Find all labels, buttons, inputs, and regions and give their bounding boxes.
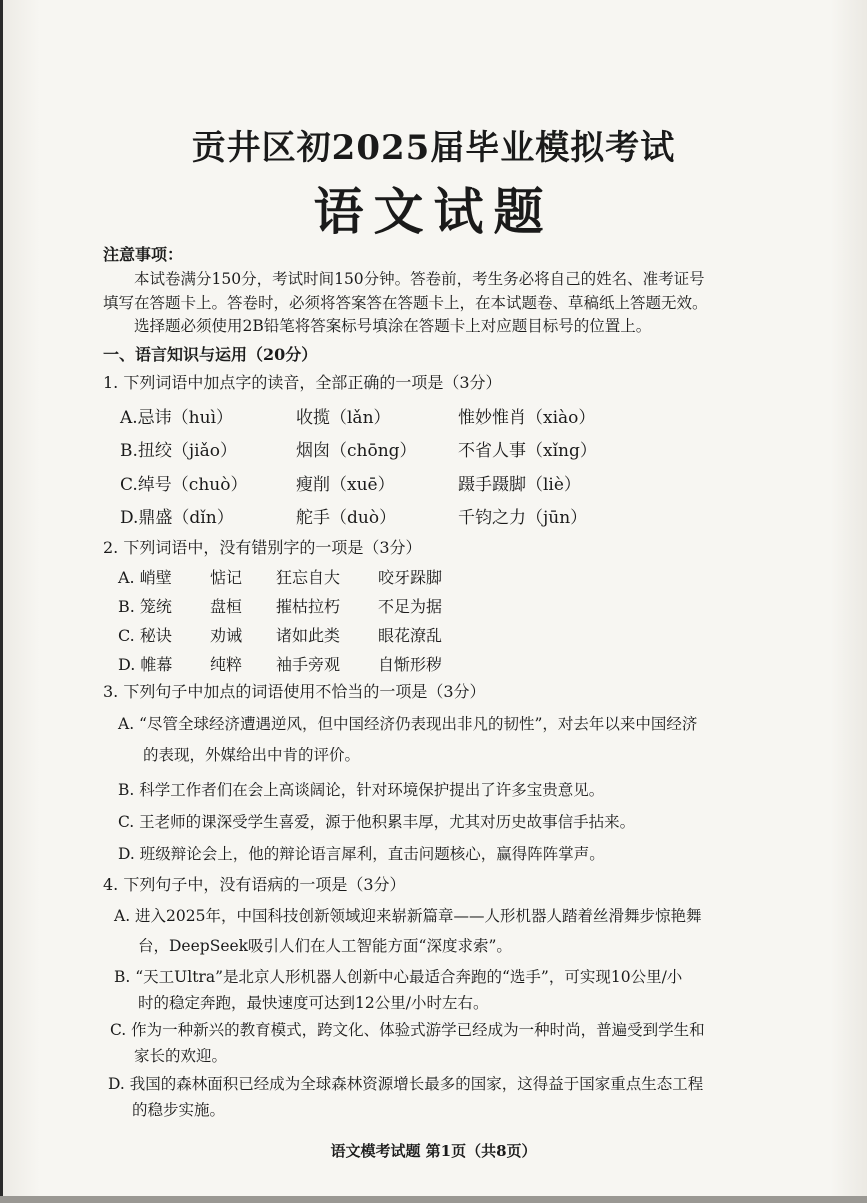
q1-option-c: C.绰号（chuò） (120, 475, 248, 495)
q3-option-c: C. 王老师的课深受学生喜爱，源于他积累丰厚，尤其对历史故事信手拈来。 (118, 813, 636, 831)
q3-option-b: B. 科学工作者们在会上高谈阔论，针对环境保护提出了许多宝贵意见。 (118, 781, 605, 799)
exam-title: 贡井区初2025届毕业模拟考试 (191, 128, 676, 168)
q2-option-b-word2: 盘桓 (210, 597, 243, 616)
q4-option-d-line1: D. 我国的森林面积已经成为全球森林资源增长最多的国家，这得益于国家重点生态工程 (108, 1075, 704, 1093)
q4-option-b-line2: 时的稳定奔跑，最快速度可达到12公里/小时左右。 (138, 994, 489, 1012)
q4-option-c-line1: C. 作为一种新兴的教育模式，跨文化、体验式游学已经成为一种时尚，普遍受到学生和 (110, 1021, 705, 1039)
q2-option-d: D. 帷幕 (118, 655, 173, 674)
q2-option-a-word4: 咬牙跺脚 (378, 568, 443, 587)
notice-line-1: 本试卷满分150分，考试时间150分钟。答卷前，考生务必将自己的姓名、准考证号 (134, 270, 705, 288)
q2-option-c-word3: 诸如此类 (276, 626, 341, 645)
question-4-stem: 4. 下列句子中，没有语病的一项是（3分） (103, 875, 406, 894)
q2-option-d-word4: 自惭形秽 (378, 655, 443, 674)
q1-option-d-word3: 千钧之力（jūn） (458, 508, 588, 528)
q1-option-b-word3: 不省人事（xǐng） (458, 441, 597, 461)
q2-option-c-word4: 眼花潦乱 (378, 626, 443, 645)
q4-option-b-line1: B. “天工Ultra”是北京人形机器人创新中心最适合奔跑的“选手”，可实现10公里/小 (114, 968, 683, 986)
q2-option-a-word3: 狂忘自大 (276, 568, 341, 587)
q1-option-c-word2: 瘦削（xuē） (296, 475, 395, 495)
section-heading: 一、语言知识与运用（20分） (103, 345, 318, 364)
page-footer: 语文模考试题 第1页（共8页） (330, 1142, 537, 1160)
question-1-stem: 1. 下列词语中加点字的读音，全部正确的一项是（3分） (103, 373, 502, 392)
q1-option-a-word2: 收揽（lǎn） (296, 408, 391, 428)
notice-line-3: 选择题必须使用2B铅笔将答案标号填涂在答题卡上对应题目标号的位置上。 (134, 317, 652, 335)
q2-option-a: A. 峭壁 (118, 568, 172, 587)
q2-option-c: C. 秘诀 (118, 626, 172, 645)
subject-title: 语文试题 (313, 182, 554, 241)
q1-option-c-word3: 蹑手蹑脚（liè） (458, 475, 581, 495)
q1-option-d: D.鼎盛（dǐn） (120, 508, 234, 528)
q2-option-b-word3: 摧枯拉朽 (276, 597, 341, 616)
q2-option-c-word2: 劝诫 (210, 626, 243, 645)
notice-line-2: 填写在答题卡上。答卷时，必须将答案答在答题卡上，在本试题卷、草稿纸上答题无效。 (103, 294, 708, 312)
q4-option-d-line2: 的稳步实施。 (132, 1101, 226, 1119)
q3-option-a-line2: 的表现，外媒给出中肯的评价。 (143, 746, 361, 764)
q3-option-d: D. 班级辩论会上，他的辩论语言犀利，直击问题核心，赢得阵阵掌声。 (118, 845, 605, 863)
q2-option-d-word2: 纯粹 (210, 655, 243, 674)
q1-option-b-word2: 烟囱（chōng） (296, 441, 417, 461)
q2-option-d-word3: 袖手旁观 (276, 655, 341, 674)
q1-option-d-word2: 舵手（duò） (296, 508, 397, 528)
q3-option-a-line1: A. “尽管全球经济遭遇逆风，但中国经济仍表现出非凡的韧性”，对去年以来中国经济 (118, 715, 698, 733)
q4-option-a-line1: A. 进入2025年，中国科技创新领域迎来崭新篇章——人形机器人踏着丝滑舞步惊艳舞 (114, 907, 702, 925)
notice-heading: 注意事项： (103, 245, 184, 264)
q1-option-a: A.忌讳（huì） (120, 408, 234, 428)
q1-option-b: B.扭绞（jiǎo） (120, 441, 237, 461)
scan-edge-bottom (0, 1196, 867, 1203)
q2-option-a-word2: 惦记 (210, 568, 243, 587)
q4-option-c-line2: 家长的欢迎。 (134, 1047, 228, 1065)
q1-option-a-word3: 惟妙惟肖（xiào） (458, 408, 596, 428)
q2-option-b: B. 笼统 (118, 597, 172, 616)
q4-option-a-line2: 台，DeepSeek吸引人们在人工智能方面“深度求索”。 (138, 937, 512, 955)
q2-option-b-word4: 不足为据 (378, 597, 443, 616)
question-3-stem: 3. 下列句子中加点的词语使用不恰当的一项是（3分） (103, 682, 486, 701)
question-2-stem: 2. 下列词语中，没有错别字的一项是（3分） (103, 538, 422, 557)
